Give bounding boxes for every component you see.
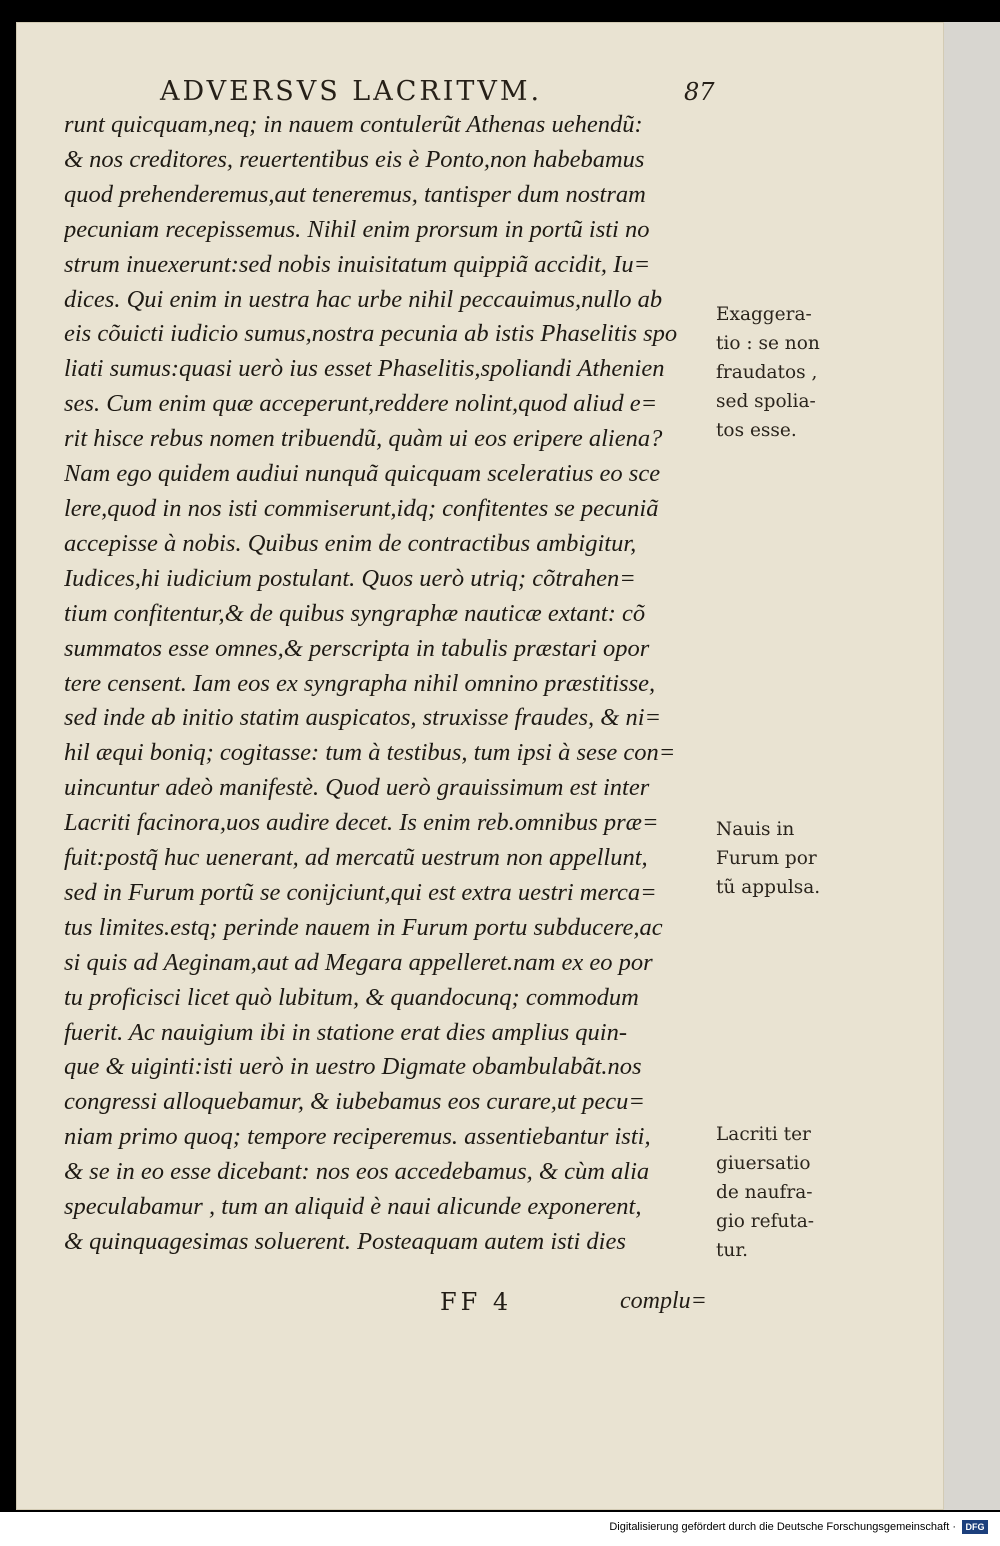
text-line: lere,quod in nos isti commiserunt,idq; confitentes se pecuniã xyxy=(64,494,659,522)
text-line: dices. Qui enim in uestra hac urbe nihil peccauimus,nullo ab xyxy=(64,285,663,313)
text-line: & se in eo esse dicebant: nos eos accedebamus, & cùm alia xyxy=(64,1158,650,1186)
text-line: Iudices,hi iudicium postulant. Quos uerò utriq; cõtrahen= xyxy=(64,564,636,592)
text-line: ses. Cum enim quæ acceperunt,reddere nolint,quod aliud e= xyxy=(64,390,658,418)
text-line: Lacriti facinora,uos audire decet. Is enim reb.omnibus præ= xyxy=(64,809,659,837)
text-line: congressi alloquebamur, & iubebamus eos curare,ut pecu= xyxy=(64,1088,645,1116)
page-edge xyxy=(944,22,1000,1510)
margin-note-line: tũ appulsa. xyxy=(716,877,821,898)
text-line: liati sumus:quasi uerò ius esset Phaselitis,spoliandi Athenien xyxy=(64,355,665,383)
text-line: pecuniam recepissemus. Nihil enim prorsum in portũ isti no xyxy=(64,215,650,243)
dfg-logo: DFG xyxy=(962,1520,988,1534)
margin-note-lacriti xyxy=(716,1120,844,1265)
body-text-block xyxy=(64,108,714,1260)
margin-note-line: Lacriti ter xyxy=(716,1124,811,1145)
margin-note-line: Furum por xyxy=(716,848,817,869)
text-line: hil æqui boniq; cogitasse: tum à testibus, tum ipsi à sese con= xyxy=(64,739,676,767)
running-head-title: ADVERSVS LACRITVM. xyxy=(160,76,543,107)
margin-note-line: fraudatos , xyxy=(716,362,818,383)
margin-note-nauis xyxy=(716,815,844,902)
margin-note-line: gio refuta- xyxy=(716,1211,815,1232)
text-line: que & uiginti:isti uerò in uestro Digmate obambulabãt.nos xyxy=(64,1053,642,1081)
text-line: accepisse à nobis. Quibus enim de contractibus ambigitur, xyxy=(64,529,637,557)
text-line: tere censent. Iam eos ex syngrapha nihil omnino præstitisse, xyxy=(64,669,656,697)
text-line: sed in Furum portũ se conijciunt,qui est extra uestri merca= xyxy=(64,878,657,906)
margin-note-line: tur. xyxy=(716,1240,749,1261)
margin-note-line: sed spolia- xyxy=(716,391,816,412)
margin-note-line: giuersatio xyxy=(716,1153,811,1174)
margin-note-line: tio : se non xyxy=(716,333,820,354)
text-line: uincuntur adeò manifestè. Quod uerò grauissimum est inter xyxy=(64,774,650,802)
margin-note-line: Exaggera- xyxy=(716,304,812,325)
text-line: eis cõuicti iudicio sumus,nostra pecunia ab istis Phaselitis spo xyxy=(64,320,678,348)
text-line: & quinquagesimas soluerent. Posteaquam autem isti dies xyxy=(64,1228,626,1255)
text-line: fuerit. Ac nauigium ibi in statione erat dies amplius quin- xyxy=(64,1018,628,1046)
text-line: runt quicquam,neq; in nauem contulerũt Athenas uehendũ: xyxy=(64,111,643,138)
footer-bar xyxy=(0,1512,1000,1546)
text-line: sed inde ab initio statim auspicatos, struxisse fraudes, & ni= xyxy=(64,704,662,732)
text-line: tus limites.estq; perinde nauem in Furum portu subducere,ac xyxy=(64,913,663,941)
page-number: 87 xyxy=(684,78,715,106)
margin-note-exaggeratio xyxy=(716,300,844,445)
catchword: complu= xyxy=(620,1288,707,1314)
margin-note-line: de naufra- xyxy=(716,1182,813,1203)
text-line: niam primo quoq; tempore reciperemus. assentiebantur isti, xyxy=(64,1123,651,1151)
margin-note-line: tos esse. xyxy=(716,420,797,441)
text-line: quod prehenderemus,aut teneremus, tantisper dum nostram xyxy=(64,180,646,208)
text-line: speculabamur , tum an aliquid è naui alicunde exponerent, xyxy=(64,1193,642,1221)
text-line: & nos creditores, reuertentibus eis è Ponto,non habebamus xyxy=(64,145,645,173)
text-line: Nam ego quidem audiui nunquã quicquam sceleratius eo sce xyxy=(64,460,661,488)
text-line: summatos esse omnes,& perscripta in tabulis præstari opor xyxy=(64,634,650,662)
text-line: tium confitentur,& de quibus syngraphæ nauticæ extant: cõ xyxy=(64,599,646,627)
text-line: rit hisce rebus nomen tribuendũ, quàm ui eos eripere aliena? xyxy=(64,425,663,453)
signature-mark: FF 4 xyxy=(440,1288,513,1316)
funding-notice: Digitalisierung gefördert durch die Deutsche Forschungsgemeinschaft · xyxy=(609,1521,956,1533)
margin-note-line: Nauis in xyxy=(716,819,795,840)
text-line: fuit:postq̃ huc uenerant, ad mercatũ uestrum non appellunt, xyxy=(64,844,648,872)
text-line: si quis ad Aeginam,aut ad Megara appelleret.nam ex eo por xyxy=(64,948,653,976)
text-line: tu proficisci licet quò lubitum, & quandocunq; commodum xyxy=(64,983,639,1011)
text-line: strum inuexerunt:sed nobis inuisitatum quippiã accidit, Iu= xyxy=(64,250,651,278)
